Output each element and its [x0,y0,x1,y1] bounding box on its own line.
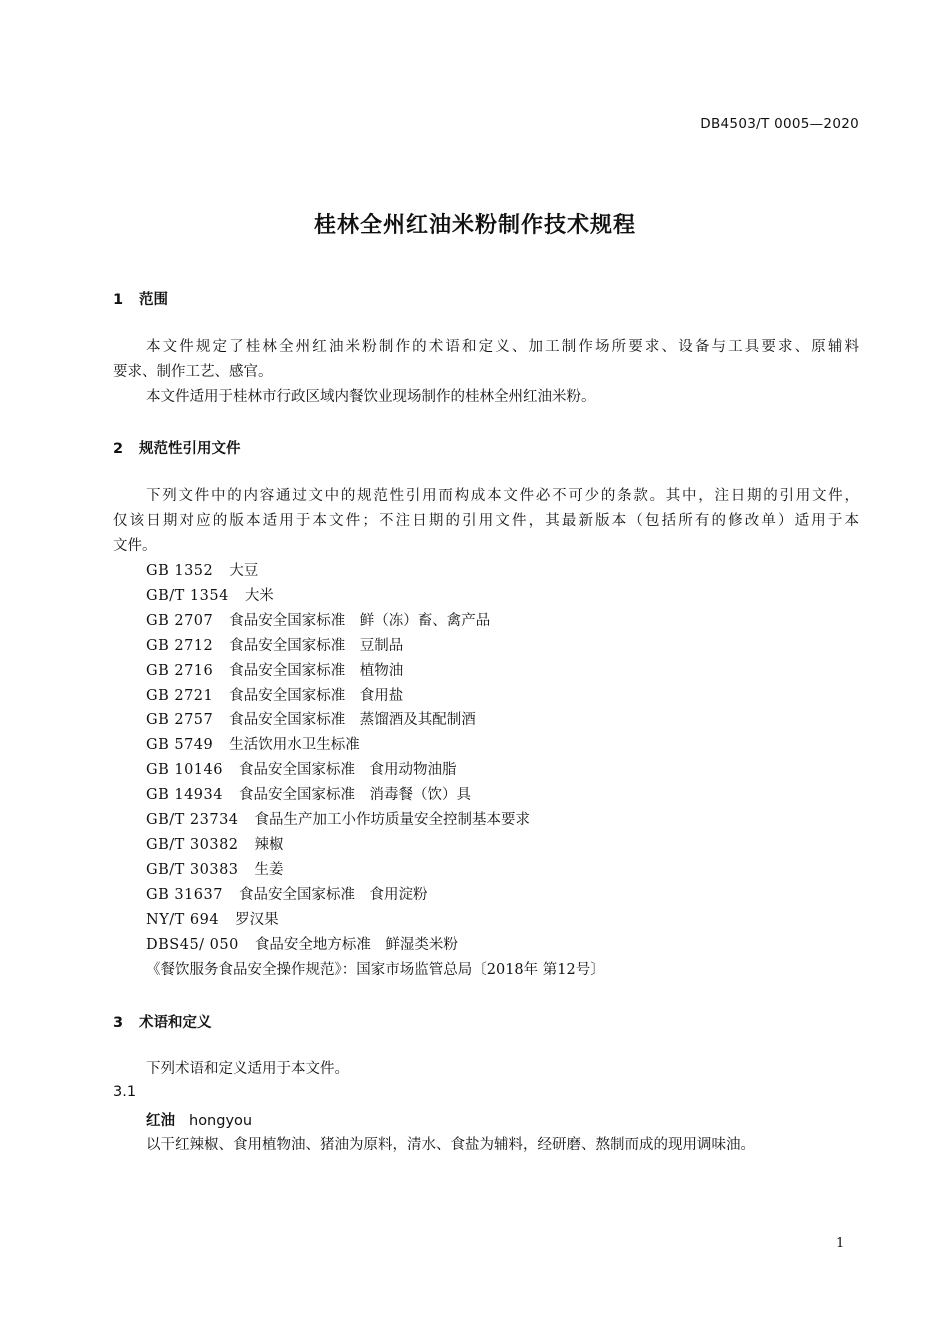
section-2-paragraph-1 [113,484,859,559]
reference-code: DBS45/ 050 [146,936,239,953]
reference-item [146,933,605,958]
reference-title: 生活饮用水卫生标准 [229,737,360,754]
reference-title: 食品安全国家标准 植物油 [229,662,404,679]
reference-item [146,559,605,584]
reference-code: GB 2707 [146,612,214,629]
reference-title: 大豆 [229,563,259,579]
reference-item [146,733,605,758]
reference-code: NY/T 694 [146,911,220,928]
reference-item [146,634,605,659]
reference-title: 食品安全国家标准 食用盐 [229,687,404,704]
reference-item [146,659,605,684]
reference-code: GB 2757 [146,712,214,729]
reference-item [146,958,605,983]
reference-item [146,584,605,609]
section-1-heading [113,288,168,309]
reference-title: 罗汉果 [235,911,279,928]
reference-title: 《餐饮服务食品安全操作规范》：国家市场监管总局〔2018年 第12号〕 [146,961,605,978]
section-title: 术语和定义 [139,1015,212,1031]
section-2-heading [113,437,241,458]
paragraph-line: 本文件适用于桂林市行政区域内餐饮业现场制作的桂林全州红油米粉。 [146,389,596,405]
reference-item [146,858,605,883]
reference-code: GB 5749 [146,737,214,754]
document-code: DB4503/T 0005—2020 [700,116,859,132]
reference-item [146,758,605,783]
reference-code: GB 31637 [146,886,223,903]
paragraph-line: 文件。 [113,538,157,554]
paragraph-line: 要求、制作工艺、感官。 [113,364,273,380]
section-number: 2 [113,441,124,457]
section-1-paragraph-2 [113,385,859,410]
reference-item [146,708,605,733]
section-number: 3 [113,1015,124,1031]
section-1-paragraph-1 [113,335,859,385]
reference-title: 食品生产加工小作坊质量安全控制基本要求 [254,812,531,829]
paragraph-line: 仅该日期对应的版本适用于本文件；不注日期的引用文件，其最新版本（包括所有的修改单）适用于本 [113,513,859,529]
section-3-heading [113,1011,212,1032]
reference-code: GB 10146 [146,762,223,779]
reference-item [146,783,605,808]
reference-code: GB 2712 [146,637,214,654]
term-definition: 以干红辣椒、食用植物油、猪油为原料，清水、食盐为辅料，经研磨、熬制而成的现用调味油。 [146,1137,755,1153]
section-title: 规范性引用文件 [139,441,241,457]
reference-code: GB 1352 [146,563,214,579]
reference-code: GB/T 30383 [146,861,239,878]
reference-item [146,908,605,933]
reference-title: 食品安全国家标准 食用动物油脂 [238,762,457,779]
section-3-intro [113,1057,859,1082]
paragraph-line: 本文件规定了桂林全州红油米粉制作的术语和定义、加工制作场所要求、设备与工具要求、原辅料 [146,339,859,355]
paragraph-line: 下列文件中的内容通过文中的规范性引用而构成本文件必不可少的条款。其中，注日期的引用文件， [146,488,859,504]
reference-title: 食品安全地方标准 鲜湿类米粉 [254,936,458,953]
term-entry [146,1109,252,1130]
reference-item [146,883,605,908]
reference-code: GB/T 1354 [146,587,229,604]
term-english: hongyou [189,1113,253,1129]
reference-title: 食品安全国家标准 鲜（冻）畜、禽产品 [229,612,491,629]
reference-code: GB 2716 [146,662,214,679]
reference-title: 大米 [244,587,274,604]
clause-number: 3.1 [113,1084,137,1100]
paragraph-line: 下列术语和定义适用于本文件。 [146,1061,349,1077]
reference-item [146,833,605,858]
reference-title: 食品安全国家标准 蒸馏酒及其配制酒 [229,712,476,729]
term-chinese: 红油 [146,1113,175,1129]
reference-item [146,684,605,709]
reference-item [146,609,605,634]
section-title: 范围 [139,292,168,308]
reference-code: GB 14934 [146,787,223,804]
reference-code: GB/T 30382 [146,836,239,853]
reference-code: GB/T 23734 [146,812,239,829]
document-title: 桂林全州红油米粉制作技术规程 [313,213,636,238]
reference-title: 食品安全国家标准 食用淀粉 [238,886,428,903]
reference-title: 生姜 [254,861,284,878]
reference-item [146,808,605,833]
page-number: 1 [836,1236,845,1251]
reference-title: 食品安全国家标准 豆制品 [229,637,404,654]
reference-code: GB 2721 [146,687,214,704]
reference-title: 食品安全国家标准 消毒餐（饮）具 [238,787,471,804]
normative-references-list [146,559,605,982]
reference-title: 辣椒 [254,836,284,853]
section-number: 1 [113,292,124,308]
